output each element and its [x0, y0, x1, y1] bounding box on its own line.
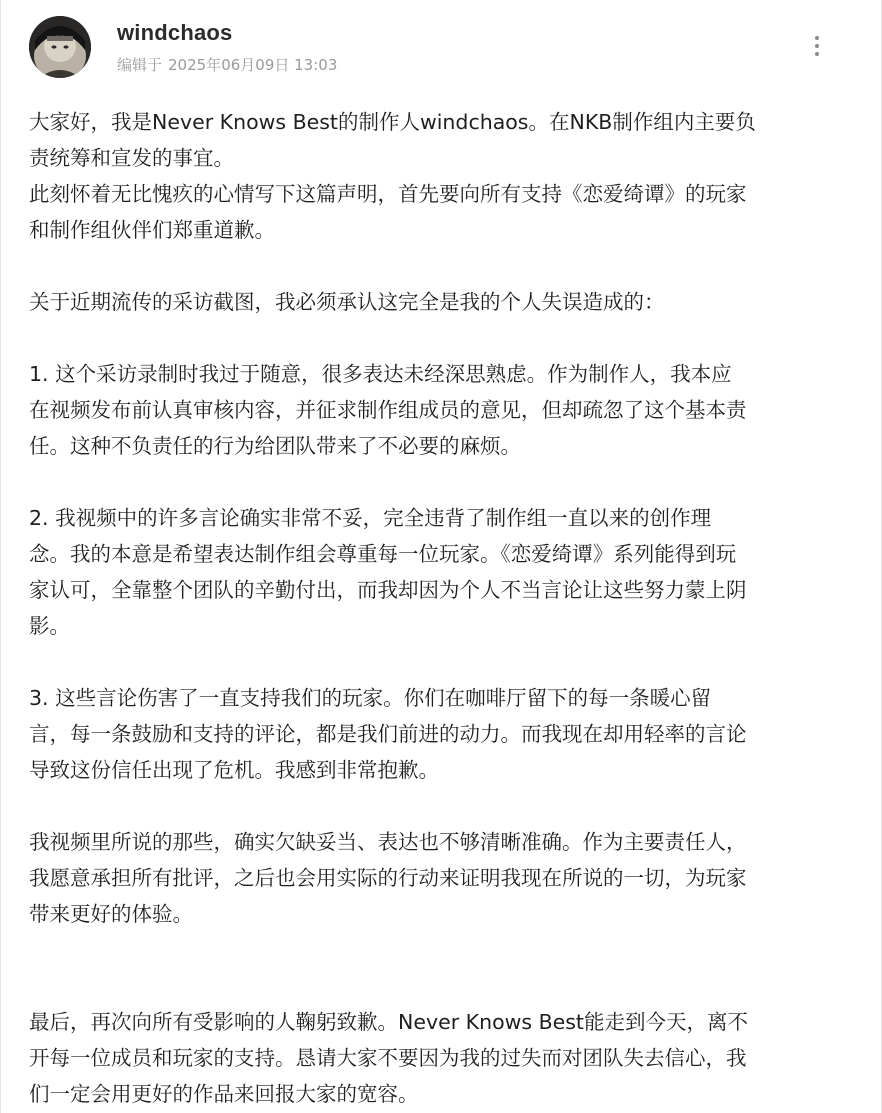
post-header: [29, 16, 855, 80]
paragraph-spacer: [29, 248, 829, 284]
paragraph-preface: 关于近期流传的采访截图，我必须承认这完全是我的个人失误造成的：: [29, 290, 665, 314]
paragraph-spacer: [29, 644, 829, 680]
avatar-image: [29, 16, 91, 78]
author-name[interactable]: windchaos: [117, 20, 233, 45]
paragraph-spacer: [29, 932, 829, 1004]
post-content: [29, 104, 829, 1112]
paragraph-intro: 大家好，我是Never Knows Best的制作人windchaos。在NKB制作组内主要负 责统筹和宣发的事宜。 此刻怀着无比愧疚的心情写下这篇声明，首先要向所有支持《恋爱绮谭》的玩家 和制作组伙伴们郑重道歉。: [29, 110, 756, 242]
paragraph-spacer: [29, 320, 829, 356]
edit-timestamp: [117, 54, 343, 75]
edit-time: 2025年06月09日 13:03: [168, 56, 338, 74]
paragraph-spacer: [29, 788, 829, 824]
avatar[interactable]: [29, 16, 91, 78]
paragraph-point-3: 3. 这些言论伤害了一直支持我们的玩家。你们在咖啡厅留下的每一条暖心留 言，每一条鼓励和支持的评论，都是我们前进的动力。而我现在却用轻率的言论 导致这份信任出现了危机。我感到非常抱歉。: [29, 686, 747, 782]
edit-label: 编辑于: [117, 56, 163, 74]
more-options-button[interactable]: [805, 30, 829, 62]
paragraph-point-1: 1. 这个采访录制时我过于随意，很多表达未经深思熟虑。作为制作人，我本应 在视频发布前认真审核内容，并征求制作组成员的意见，但却疏忽了这个基本责 任。这种不负责任的行为给团队带来了不必要的麻烦。: [29, 362, 747, 458]
paragraph-closing: 最后，再次向所有受影响的人鞠躬致歉。Never Knows Best能走到今天，离不 开每一位成员和玩家的支持。恳请大家不要因为我的过失而对团队失去信心，我 们一定会用更好的作品来回报大家的宽容。: [29, 1010, 748, 1106]
paragraph-spacer: [29, 464, 829, 500]
paragraph-point-2: 2. 我视频中的许多言论确实非常不妥，完全违背了制作组一直以来的创作理 念。我的本意是希望表达制作组会尊重每一位玩家。《恋爱绮谭》系列能得到玩 家认可，全靠整个团队的辛勤付出，而我却因为个人不当言论让这些努力蒙上阴 影。: [29, 506, 747, 638]
paragraph-responsibility: 我视频里所说的那些，确实欠缺妥当、表达也不够清晰准确。作为主要责任人， 我愿意承担所有批评，之后也会用实际的行动来证明我现在所说的一切，为玩家 带来更好的体验。: [29, 830, 747, 926]
